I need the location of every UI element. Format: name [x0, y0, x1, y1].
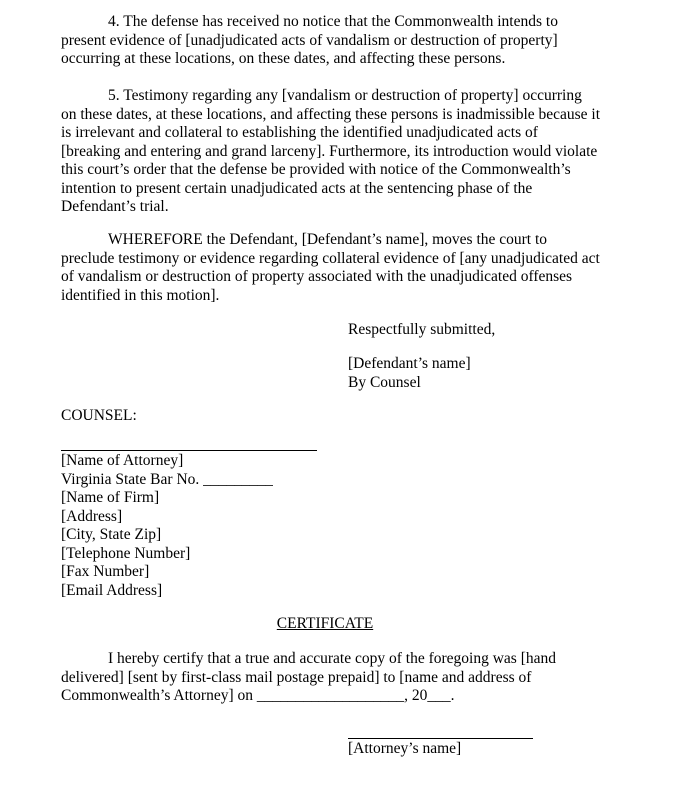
wherefore-paragraph: WHEREFORE the Defendant, [Defendant’s name], moves the court to preclude testimony or evidence regarding collateral evidence of [any unadjudicated act of vandalism or destruction of property associated with the unadjudicated offenses identified in this motion].	[61, 231, 600, 304]
counsel-heading: COUNSEL:	[61, 407, 137, 424]
closing-text: Respectfully submitted,	[348, 321, 496, 338]
state-bar-number: Virginia State Bar No. _________	[61, 470, 273, 488]
paragraph-4: 4. The defense has received no notice that the Commonwealth intends to present evidence of [unadjudicated acts of vandalism or destruction of property] occurring at these locations, on these dates, and affecting these persons.	[61, 13, 558, 67]
attorney-signature-line	[348, 738, 533, 739]
attorney-name: [Name of Attorney]	[61, 452, 184, 469]
closing-block	[348, 321, 495, 340]
firm-name: [Name of Firm]	[61, 489, 160, 506]
counsel-heading-block	[61, 407, 137, 426]
fax-number: [Fax Number]	[61, 563, 150, 580]
paragraph-5: 5. Testimony regarding any [vandalism or destruction of property] occurring on these dates, at these locations, and affecting these persons is inadmissible because it is irrelevant and collateral to establishing the identified unadjudicated acts of [breaking and entering and grand larceny]. Furthermore, its introduction would violate this court’s order that the defense be provided with notice of the Commonwealth’s intention to present certain unadjudicated acts at the sentencing phase of the Defendant’s trial.	[61, 87, 601, 215]
by-counsel-text: By Counsel	[348, 373, 421, 391]
telephone-number: [Telephone Number]	[61, 544, 191, 562]
counsel-info-list	[61, 452, 273, 600]
attorney-name-block	[348, 740, 461, 759]
counsel-signature-line	[61, 450, 317, 451]
certificate-paragraph: I hereby certify that a true and accurate copy of the foregoing was [hand delivered] [sent by first-class mail postage prepaid] to [name and address of Commonwealth’s Attorney] on ___________________, 20___.	[61, 650, 557, 704]
city-state-zip: [City, State Zip]	[61, 526, 162, 543]
defendant-signature-block	[348, 355, 471, 392]
certificate-attorney-name: [Attorney’s name]	[348, 740, 462, 757]
email-address: [Email Address]	[61, 581, 163, 599]
certificate-heading: CERTIFICATE	[276, 615, 374, 632]
defendant-name: [Defendant’s name]	[348, 355, 471, 372]
address: [Address]	[61, 507, 123, 525]
